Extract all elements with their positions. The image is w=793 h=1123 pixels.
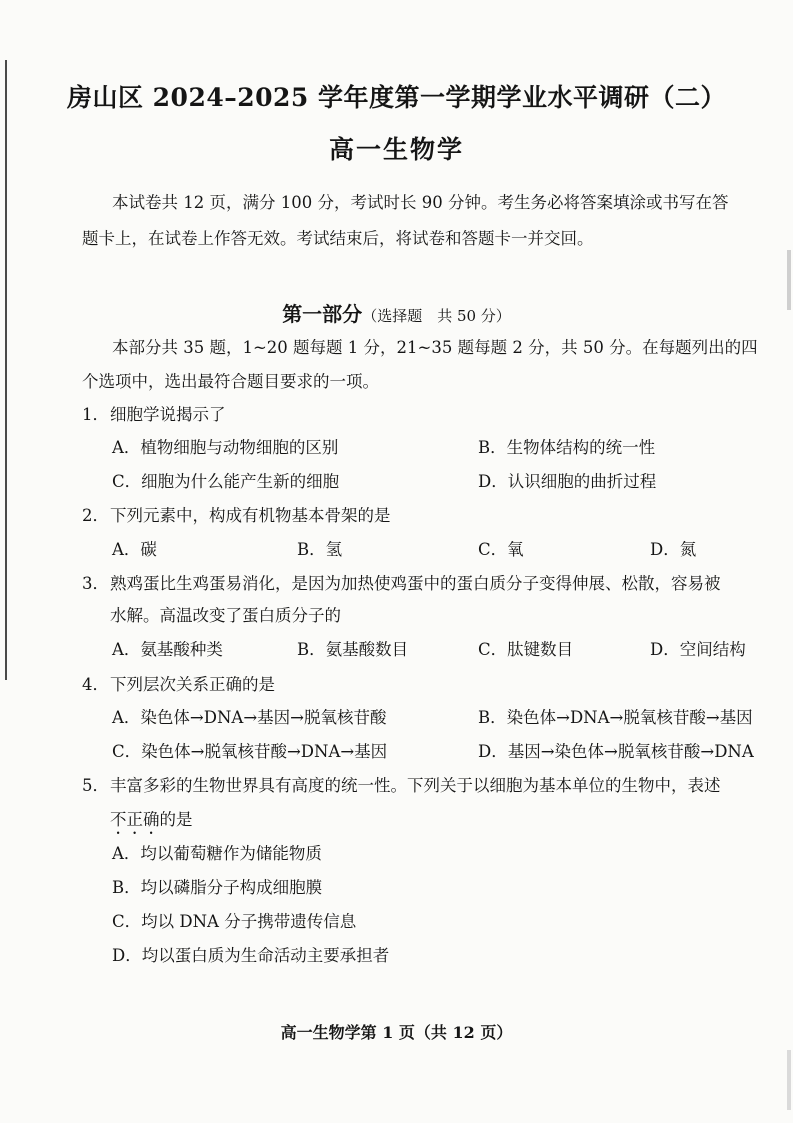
section-intro-line-1: 本部分共 35 题，1~20 题每题 1 分，21~35 题每题 2 分，共 50 分。在每题列出的四	[112, 338, 758, 357]
question-number: 1．	[82, 405, 109, 424]
question-number: 3．	[82, 574, 109, 593]
question-5-stem-line-2	[110, 810, 193, 838]
question-text: 下列元素中，构成有机物基本骨架的是	[110, 506, 391, 525]
question-2-option-d: D．氮	[650, 540, 697, 559]
question-text: 丰富多彩的生物世界具有高度的统一性。下列关于以细胞为基本单位的生物中，表述	[110, 776, 721, 795]
question-5-stem-line-1	[82, 776, 721, 796]
question-4-stem	[82, 675, 275, 695]
question-3-stem-line-1	[82, 574, 721, 594]
section-intro-line-2: 个选项中，选出最符合题目要求的一项。	[82, 372, 379, 391]
exam-subject: 高一生物学	[328, 135, 464, 164]
question-3-stem-line-2: 水解。高温改变了蛋白质分子的	[110, 606, 341, 625]
question-number: 4．	[82, 675, 109, 694]
question-1-stem	[82, 405, 226, 425]
question-2-option-a: A．碳	[112, 540, 157, 559]
question-4-option-a: A．染色体→DNA→基因→脱氧核苷酸	[112, 708, 387, 727]
question-3-option-d: D．空间结构	[650, 640, 746, 659]
question-text: 下列层次关系正确的是	[110, 675, 275, 694]
section-heading	[0, 298, 793, 327]
question-2-stem	[82, 506, 391, 526]
scan-edge-right-bottom	[787, 1050, 791, 1110]
exam-title: 房山区 2024–2025 学年度第一学期学业水平调研（二）	[66, 83, 727, 112]
question-text: 熟鸡蛋比生鸡蛋易消化，是因为加热使鸡蛋中的蛋白质分子变得伸展、松散，容易被	[110, 574, 721, 593]
question-2-option-c: C．氧	[478, 540, 524, 559]
section-title: 第一部分	[282, 302, 363, 326]
question-text: 细胞学说揭示了	[110, 405, 226, 424]
question-3-option-c: C．肽键数目	[478, 640, 574, 659]
question-3-option-b: B．氨基酸数目	[297, 640, 409, 659]
question-number: 2．	[82, 506, 109, 525]
question-1-option-c: C．细胞为什么能产生新的细胞	[112, 472, 340, 491]
emphasis-text: 不正确	[110, 810, 160, 829]
question-5-option-d: D．均以蛋白质为生命活动主要承担者	[112, 946, 390, 965]
question-number: 5．	[82, 776, 109, 795]
question-text-rest: 的是	[159, 810, 193, 829]
question-4-option-c: C．染色体→脱氧核苷酸→DNA→基因	[112, 742, 388, 761]
question-1-option-d: D．认识细胞的曲折过程	[478, 472, 657, 491]
question-5-option-c: C．均以 DNA 分子携带遗传信息	[112, 912, 357, 931]
question-4-option-b: B．染色体→DNA→脱氧核苷酸→基因	[478, 708, 753, 727]
section-note: （选择题 共 50 分）	[362, 307, 511, 325]
question-2-option-b: B．氢	[297, 540, 343, 559]
question-1-option-b: B．生物体结构的统一性	[478, 438, 656, 457]
question-4-option-d: D．基因→染色体→脱氧核苷酸→DNA	[478, 742, 754, 761]
instructions-line-2: 题卡上，在试卷上作答无效。考试结束后，将试卷和答题卡一并交回。	[82, 229, 594, 248]
page-footer: 高一生物学第 1 页（共 12 页）	[280, 1023, 513, 1042]
question-5-option-b: B．均以磷脂分子构成细胞膜	[112, 878, 323, 897]
instructions-line-1: 本试卷共 12 页，满分 100 分，考试时长 90 分钟。考生务必将答案填涂或书写在答	[112, 193, 729, 212]
question-5-option-a: A．均以葡萄糖作为储能物质	[112, 844, 322, 863]
question-1-option-a: A．植物细胞与动物细胞的区别	[112, 438, 339, 457]
question-3-option-a: A．氨基酸种类	[112, 640, 223, 659]
